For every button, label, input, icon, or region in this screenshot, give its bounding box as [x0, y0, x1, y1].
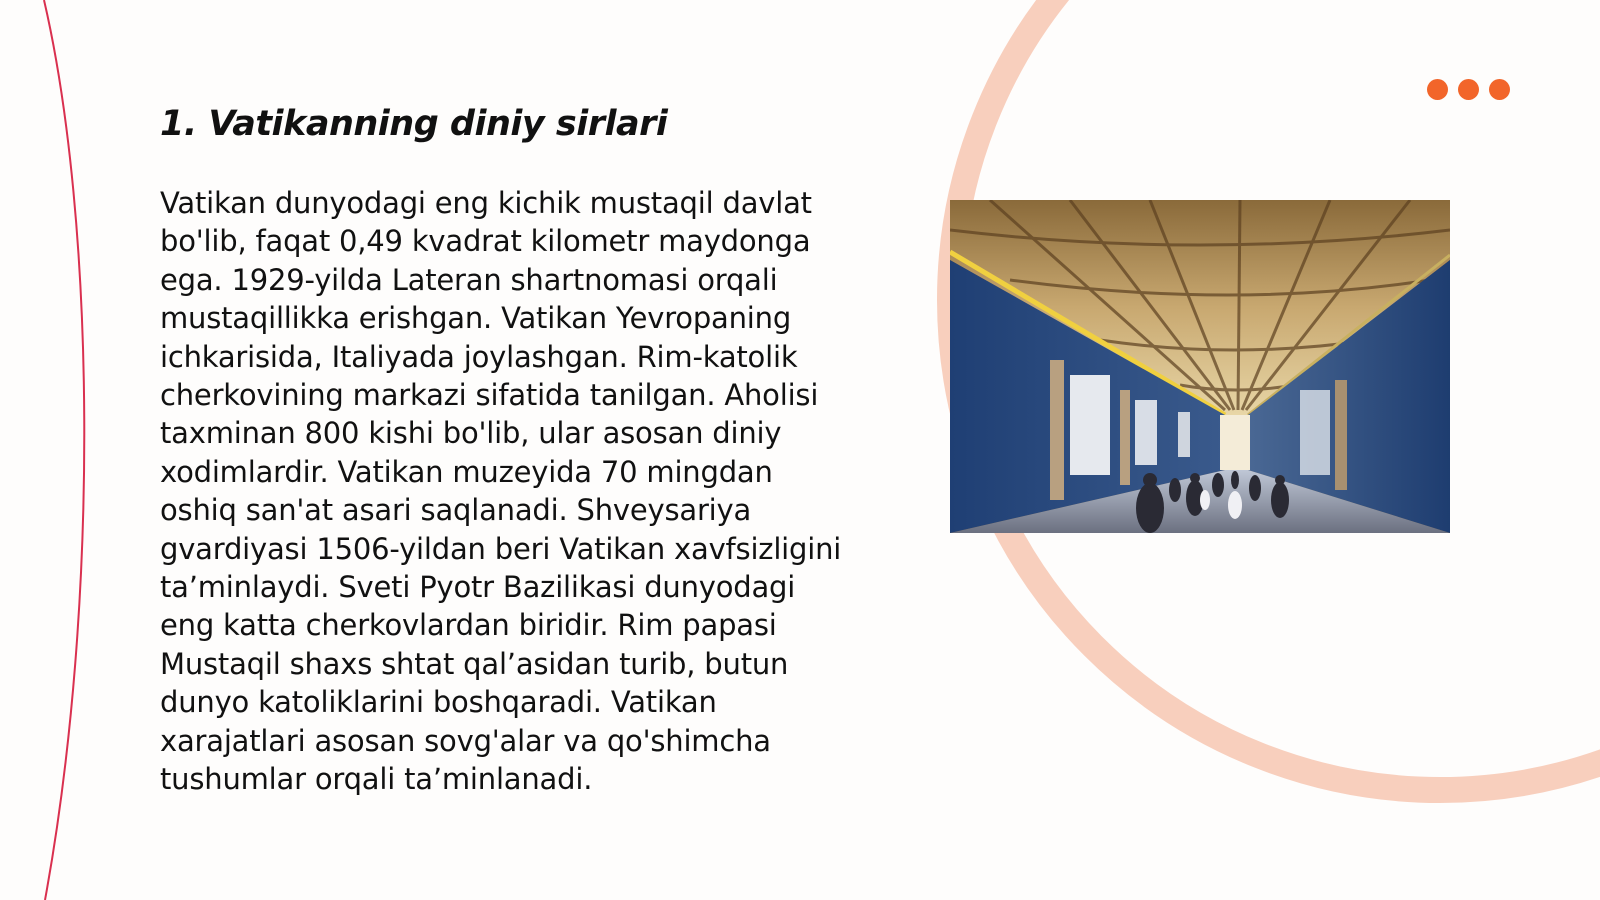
menu-dots-icon	[1427, 79, 1510, 100]
slide-title: 1. Vatikanning diniy sirlari	[160, 104, 668, 144]
dot-icon	[1458, 79, 1479, 100]
slide-body-text: Vatikan dunyodagi eng kichik mustaqil davlat bo'lib, faqat 0,49 kvadrat kilometr maydonga ega. 1929-yilda Lateran shartnomasi orqali mustaqillikka erishgan. Vatikan Yevropaning ichkarisida, Italiyada joylashgan. Rim-katolik cherkovining markazi sifatida tanilgan. Aholisi taxminan 800 kishi bo'lib, ular asosan diniy xodimlardir. Vatikan muzeyida 70 mingdan oshiq san'at asari saqlanadi. Shveysariya gvardiyasi 1506-yildan beri Vatikan xavfsizligini ta’minlaydi. Sveti Pyotr Bazilikasi dunyodagi eng katta cherkovlardan biridir. Rim papasi Mustaqil shaxs shtat qal’asidan turib, butun dunyo katoliklarini boshqaradi. Vatikan xarajatlari asosan sovg'alar va qo'shimcha tushumlar orqali ta’minlanadi.	[160, 186, 842, 797]
photo-illustration	[950, 200, 1450, 533]
dot-icon	[1489, 79, 1510, 100]
left-red-curve	[44, 0, 84, 900]
dot-icon	[1427, 79, 1448, 100]
vatican-gallery-photo	[950, 200, 1450, 533]
